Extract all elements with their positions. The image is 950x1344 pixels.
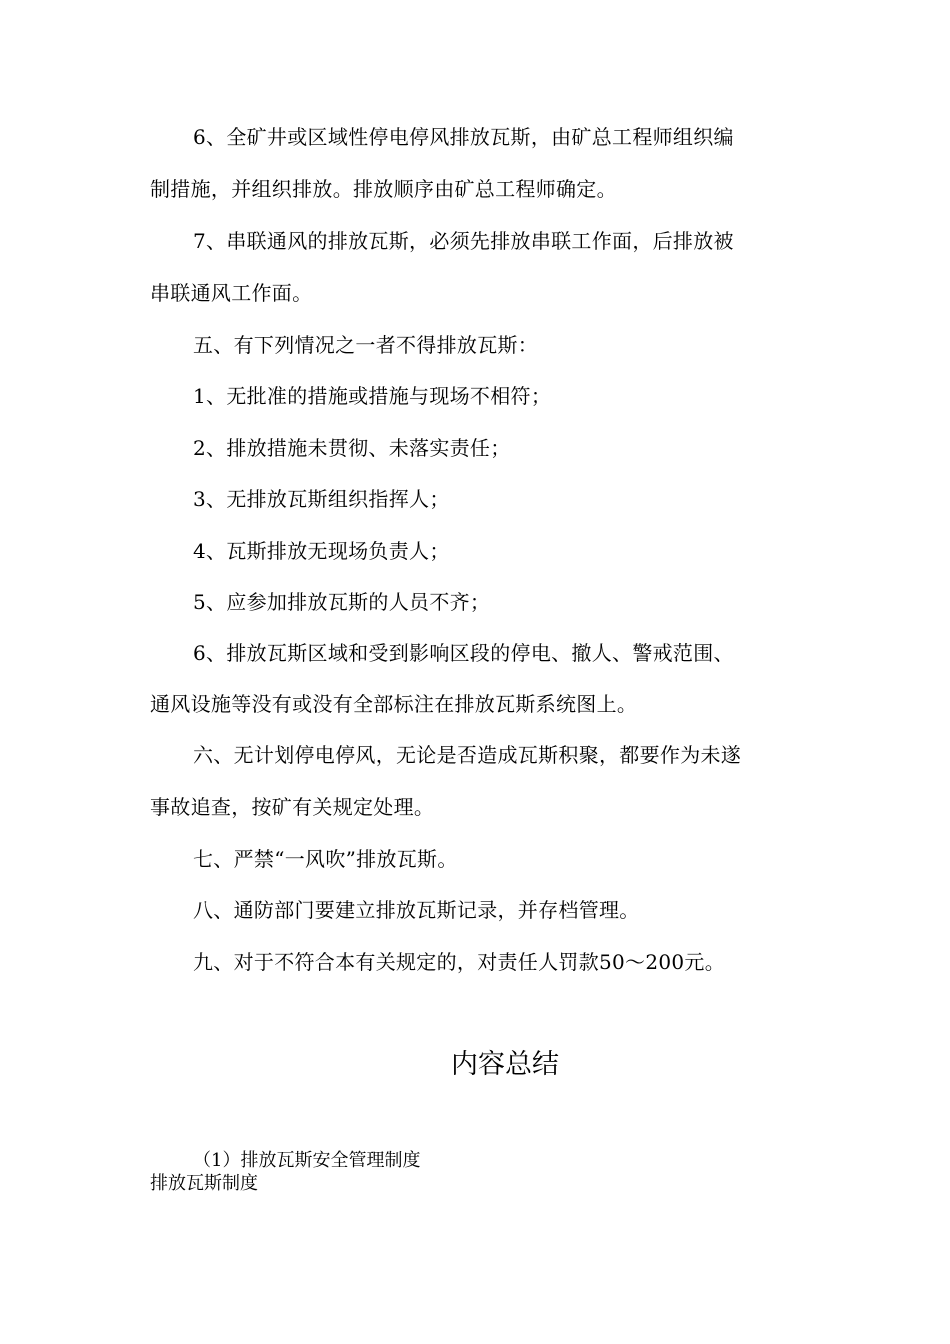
paragraph-line: 七、严禁“一风吹”排放瓦斯。 bbox=[193, 847, 458, 871]
paragraph-line: 6、排放瓦斯区域和受到影响区段的停电、撤人、警戒范围、 bbox=[193, 641, 734, 665]
paragraph-line: 八、通防部门要建立排放瓦斯记录，并存档管理。 bbox=[193, 898, 640, 922]
paragraph-line: 五、有下列情况之一者不得排放瓦斯： bbox=[193, 333, 539, 357]
paragraph-line: 1、无批准的措施或措施与现场不相符； bbox=[193, 384, 552, 408]
paragraph-line: 3、无排放瓦斯组织指挥人； bbox=[193, 487, 450, 511]
paragraph-line: 2、排放措施未贯彻、未落实责任； bbox=[193, 436, 511, 460]
paragraph-line: 九、对于不符合本有关规定的，对责任人罚款50～200元。 bbox=[193, 950, 726, 974]
paragraph-line: 7、串联通风的排放瓦斯，必须先排放串联工作面，后排放被 bbox=[193, 229, 734, 253]
paragraph-line: 事故追查，按矿有关规定处理。 bbox=[150, 795, 435, 819]
paragraph-line: 制措施，并组织排放。排放顺序由矿总工程师确定。 bbox=[150, 177, 617, 201]
paragraph-line: 4、瓦斯排放无现场负责人； bbox=[193, 539, 450, 563]
summary-heading: 内容总结 bbox=[451, 1049, 559, 1080]
paragraph-line: 六、无计划停电停风，无论是否造成瓦斯积聚，都要作为未遂 bbox=[193, 743, 742, 767]
paragraph-line: 5、应参加排放瓦斯的人员不齐； bbox=[193, 590, 491, 614]
paragraph-line: 通风设施等没有或没有全部标注在排放瓦斯系统图上。 bbox=[150, 692, 638, 716]
summary-subtitle: 排放瓦斯制度 bbox=[150, 1173, 258, 1194]
paragraph-line: 串联通风工作面。 bbox=[150, 281, 313, 305]
summary-item: （1）排放瓦斯安全管理制度 bbox=[193, 1150, 421, 1171]
paragraph-line: 6、全矿井或区域性停电停风排放瓦斯，由矿总工程师组织编 bbox=[193, 125, 734, 149]
